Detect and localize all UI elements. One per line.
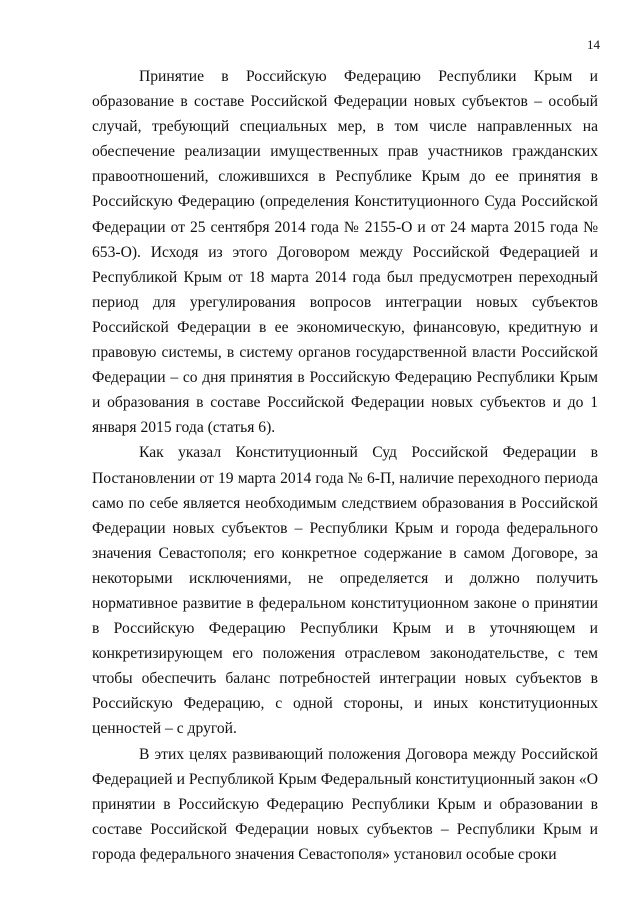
paragraph-3: В этих целях развивающий положения Договора между Российской Федерацией и Республикой Крым Федеральный конституционный закон «О принятии в Российскую Федерацию Республики Крым и образовании в составе Российской Федерации новых субъектов – Республики Крым и города федерального значения Севастополя» установил особые сроки bbox=[92, 745, 598, 863]
paragraph-2: Как указал Конституционный Суд Российской Федерации в Постановлении от 19 марта 2014 года № 6-П, наличие переходного периода само по себе является необходимым следствием образования в Российской Федерации новых субъектов – Республики Крым и города федерального значения Севастополя; его конкретное содержание в самом Договоре, за некоторыми исключениями, не определяется и должно получить нормативное развитие в федеральном конституционном законе о принятии в Российскую Федерацию Республики Крым и в уточняющем и конкретизирующем его положения отраслевом законодательстве, с тем чтобы обеспечить баланс потребностей интеграции новых субъектов в Российскую Федерацию, с одной стороны, и иных конституционных ценностей – с другой. bbox=[92, 444, 598, 738]
document-body bbox=[92, 64, 598, 867]
paragraph-1: Принятие в Российскую Федерацию Республики Крым и образование в составе Российской Федерации новых субъектов – особый случай, требующий специальных мер, в том числе направленных на обеспечение реализации имущественных прав участников гражданских правоотношений, сложившихся в Республике Крым до ее принятия в Российскую Федерацию (определения Конституционного Суда Российской Федерации от 25 сентября 2014 года № 2155-О и от 24 марта 2015 года № 653-О). Исходя из этого Договором между Российской Федерацией и Республикой Крым от 18 марта 2014 года был предусмотрен переходный период для урегулирования вопросов интеграции новых субъектов Российской Федерации в ее экономическую, финансовую, кредитную и правовую системы, в систему органов государственной власти Российской Федерации – со дня принятия в Российскую Федерацию Республики Крым и образования в составе Российской Федерации новых субъектов и до 1 января 2015 года (статья 6). bbox=[92, 68, 598, 437]
page-number: 14 bbox=[587, 37, 600, 52]
